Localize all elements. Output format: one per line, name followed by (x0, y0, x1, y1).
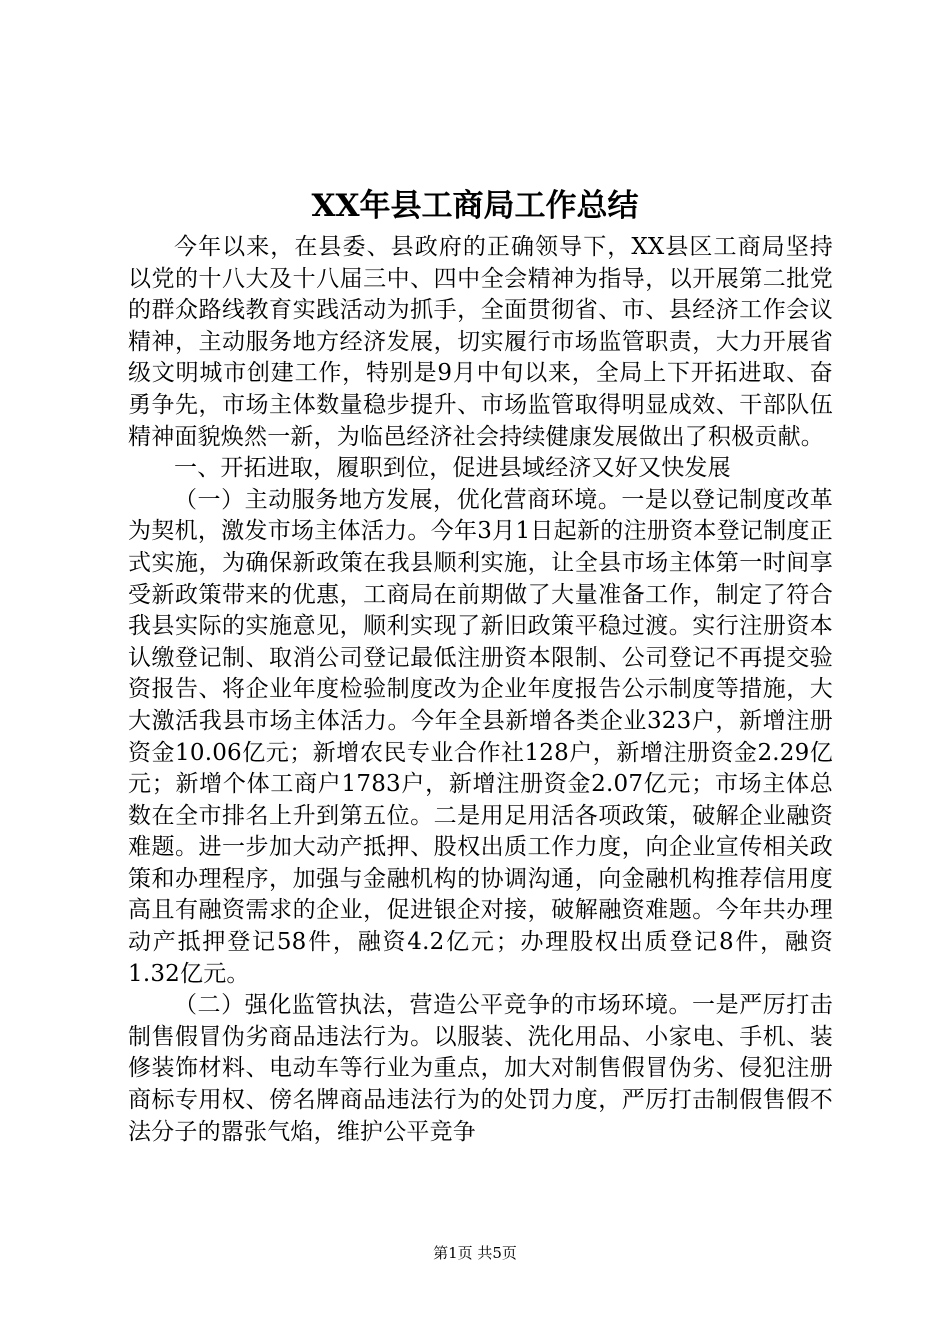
paragraph-intro: 今年以来，在县委、县政府的正确领导下，XX县区工商局坚持以党的十八大及十八届三中、四中全会精神为指导，以开展第二批党的群众路线教育实践活动为抓手，全面贯彻省、市、县经济工作会议精神，主动服务地方经济发展，切实履行市场监管职责，大力开展省级文明城市创建工作，特别是9月中旬以来，全局上下开拓进取、奋勇争先，市场主体数量稳步提升、市场监管取得明显成效、干部队伍精神面貌焕然一新，为临邑经济社会持续健康发展做出了积极贡献。 (128, 234, 833, 450)
paragraph-subsection-2: （二）强化监管执法，营造公平竞争的市场环境。一是严厉打击制售假冒伪劣商品违法行为。以服装、洗化用品、小家电、手机、装修装饰材料、电动车等行业为重点，加大对制售假冒伪劣、侵犯注册商标专用权、傍名牌商品违法行为的处罚力度，严厉打击制假售假不法分子的嚣张气焰，维护公平竞争 (128, 992, 833, 1145)
document-body (128, 232, 833, 1148)
document-title: XX年县工商局工作总结 (311, 188, 639, 224)
page-footer: 第1页 共5页 (433, 1244, 517, 1262)
section-heading-1: 一、开拓进取，履职到位，促进县域经济又好又快发展 (174, 455, 731, 482)
paragraph-subsection-1: （一）主动服务地方发展，优化营商环境。一是以登记制度改革为契机，激发市场主体活力。今年3月1日起新的注册资本登记制度正式实施，为确保新政策在我县顺利实施，让全县市场主体第一时间享受新政策带来的优惠，工商局在前期做了大量准备工作，制定了符合我县实际的实施意见，顺利实现了新旧政策平稳过渡。实行注册资本认缴登记制、取消公司登记最低注册资本限制、公司登记不再提交验资报告、将企业年度检验制度改为企业年度报告公示制度等措施，大大激活我县市场主体活力。今年全县新增各类企业323户，新增注册资金10.06亿元；新增农民专业合作社128户，新增注册资金2.29亿元；新增个体工商户1783户，新增注册资金2.07亿元；市场主体总数在全市排名上升到第五位。二是用足用活各项政策，破解企业融资难题。进一步加大动产抵押、股权出质工作力度，向企业宣传相关政策和办理程序，加强与金融机构的协调沟通，向金融机构推荐信用度高且有融资需求的企业，促进银企对接，破解融资难题。今年共办理动产抵押登记58件，融资4.2亿元；办理股权出质登记8件，融资1.32亿元。 (128, 486, 833, 987)
